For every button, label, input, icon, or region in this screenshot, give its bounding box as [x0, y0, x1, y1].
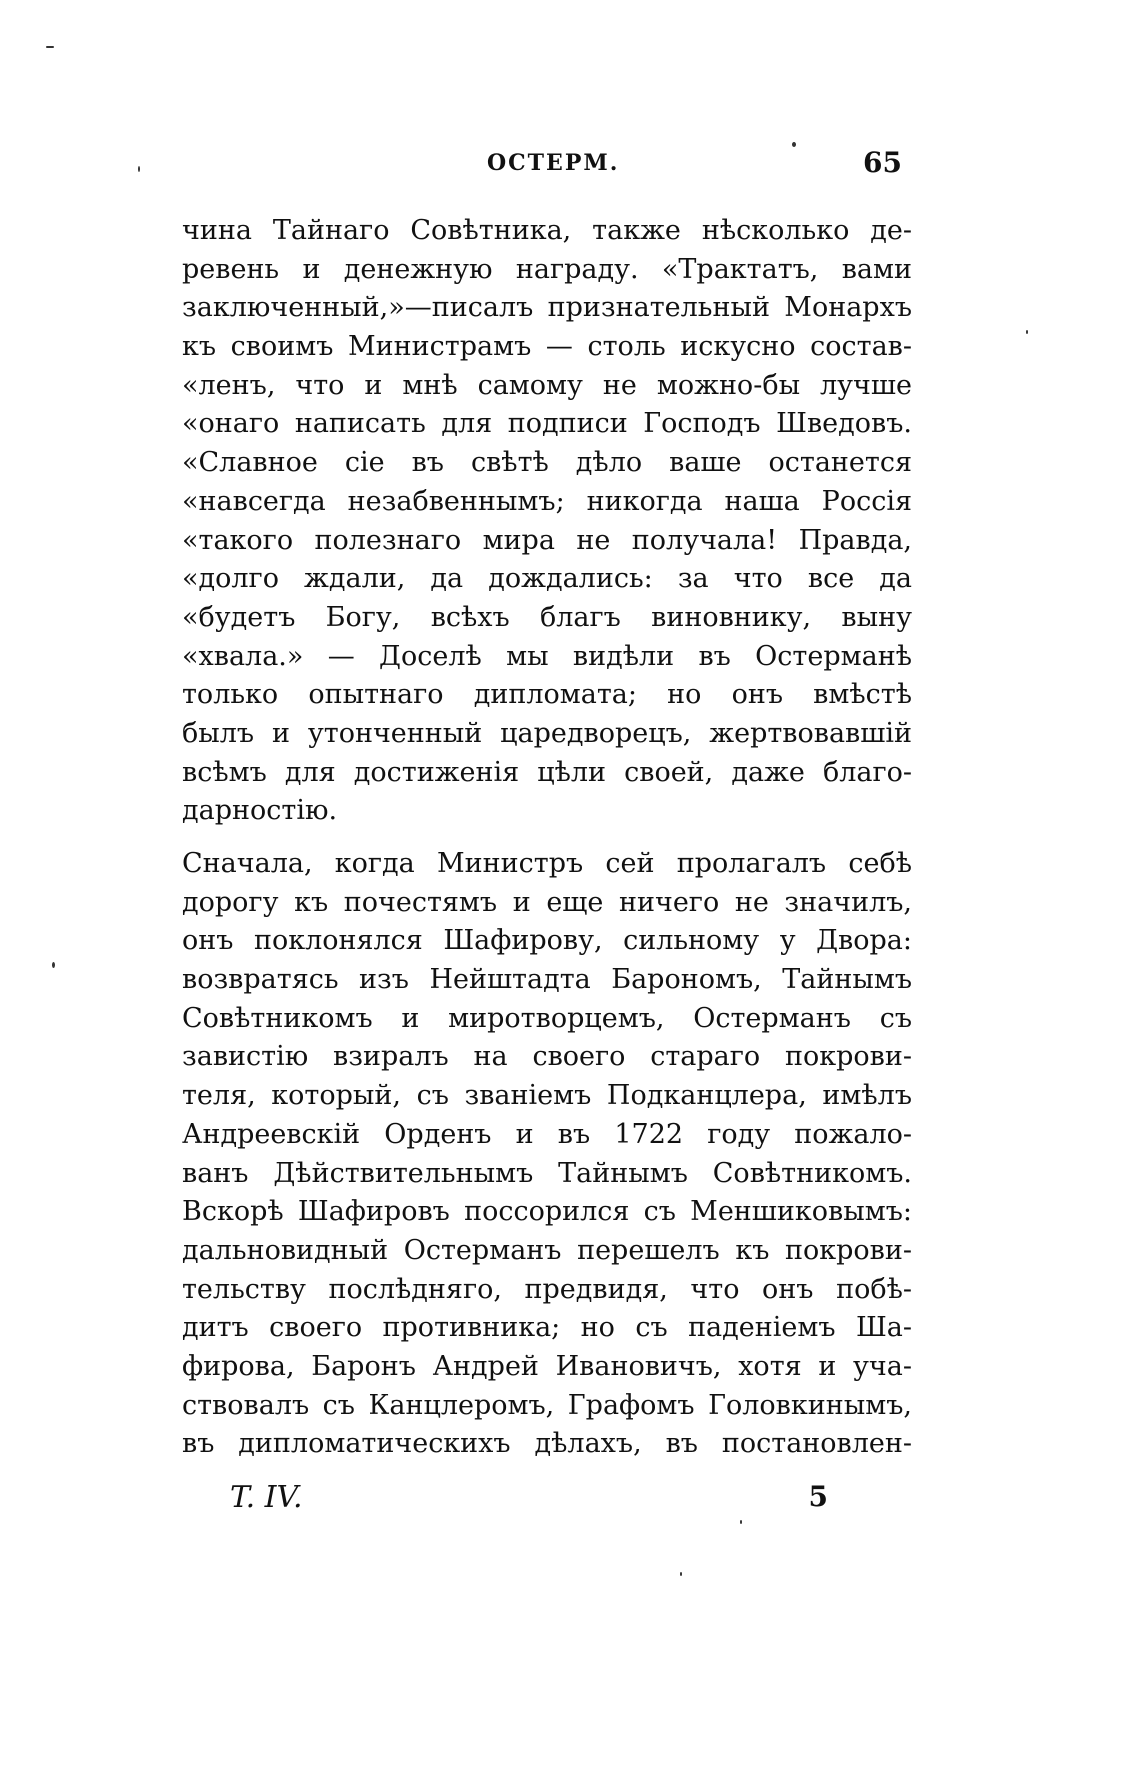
text-line: дитъ своего противника; но съ паденіемъ Ша-: [182, 1312, 912, 1344]
text-line: дорогу къ почестямъ и еще ничего не значилъ,: [182, 886, 912, 918]
text-line: всѣмъ для достиженія цѣли своей, даже благо-: [182, 756, 912, 788]
text-line: «хвала.» — Доселѣ мы видѣли въ Остерманѣ: [182, 640, 912, 672]
paragraph-gap: [182, 831, 912, 845]
text-line: только опытнаго дипломата; но онъ вмѣстѣ: [182, 679, 912, 711]
running-head: ОСТЕРМ.: [487, 150, 620, 176]
text-line: возвратясь изъ Нейштадта Барономъ, Тайнымъ: [182, 964, 912, 996]
text-line: дальновидный Остерманъ перешелъ къ покрови-: [182, 1234, 912, 1266]
text-line: «будетъ Богу, всѣхъ благъ виновнику, выну: [182, 601, 912, 633]
text-line: ствовалъ съ Канцлеромъ, Графомъ Головкинымъ,: [182, 1389, 912, 1421]
scan-speck: [138, 166, 140, 172]
paragraph-2: [182, 845, 912, 1464]
text-line: «онаго написать для подписи Господъ Шведовъ.: [182, 408, 912, 440]
text-line: Андреевскій Орденъ и въ 1722 году пожало-: [182, 1118, 912, 1150]
text-line: ванъ Дѣйствительнымъ Тайнымъ Совѣтникомъ.: [182, 1157, 912, 1189]
text-line: «навсегда незабвеннымъ; никогда наша Россія: [182, 485, 912, 517]
page-footer: [230, 1480, 850, 1524]
volume-signature: T. IV.: [230, 1480, 303, 1515]
scan-speck: [1026, 330, 1028, 334]
scan-speck: [680, 1572, 682, 1576]
text-line: «Славное сіе въ свѣтѣ дѣло ваше останется: [182, 447, 912, 479]
text-line: ревень и денежную награду. «Трактатъ, вами: [182, 253, 912, 285]
text-line: онъ поклонялся Шафирову, сильному у Двора:: [182, 925, 912, 957]
text-line: Совѣтникомъ и миротворцемъ, Остерманъ съ: [182, 1002, 912, 1034]
text-line: Сначала, когда Министръ сей пролагалъ себѣ: [182, 848, 912, 879]
text-line: заключенный,»—писалъ признательный Монархъ: [182, 292, 912, 324]
text-line: фирова, Баронъ Андрей Ивановичъ, хотя и уча-: [182, 1350, 912, 1382]
text-line: «ленъ, что и мнѣ самому не можно-бы лучше: [182, 369, 912, 401]
text-line: завистію взиралъ на своего стараго покрови-: [182, 1041, 912, 1073]
text-line: «такого полезнаго мира не получала! Правда,: [182, 524, 912, 556]
text-line: въ дипломатическихъ дѣлахъ, въ постановлен-: [182, 1428, 912, 1460]
scan-speck: [52, 962, 55, 968]
body-text: [182, 212, 912, 1464]
text-line: чина Тайнаго Совѣтника, также нѣсколько де-: [182, 215, 912, 246]
text-line: «долго ждали, да дождались: за что все да: [182, 563, 912, 595]
page-header: [182, 146, 912, 190]
scan-speck: [46, 46, 54, 48]
paragraph-1: [182, 212, 912, 831]
sheet-mark: 5: [808, 1480, 828, 1513]
text-line: теля, который, съ званіемъ Подканцлера, имѣлъ: [182, 1080, 912, 1112]
text-line: тельству послѣдняго, предвидя, что онъ побѣ-: [182, 1273, 912, 1305]
page-number: 65: [863, 146, 902, 179]
text-line: къ своимъ Министрамъ — столь искусно состав-: [182, 331, 912, 363]
text-line: былъ и утонченный царедворецъ, жертвовавшій: [182, 717, 912, 749]
text-line: дарностію.: [182, 795, 338, 827]
text-line: Вскорѣ Шафировъ поссорился съ Меншиковымъ:: [182, 1196, 912, 1228]
